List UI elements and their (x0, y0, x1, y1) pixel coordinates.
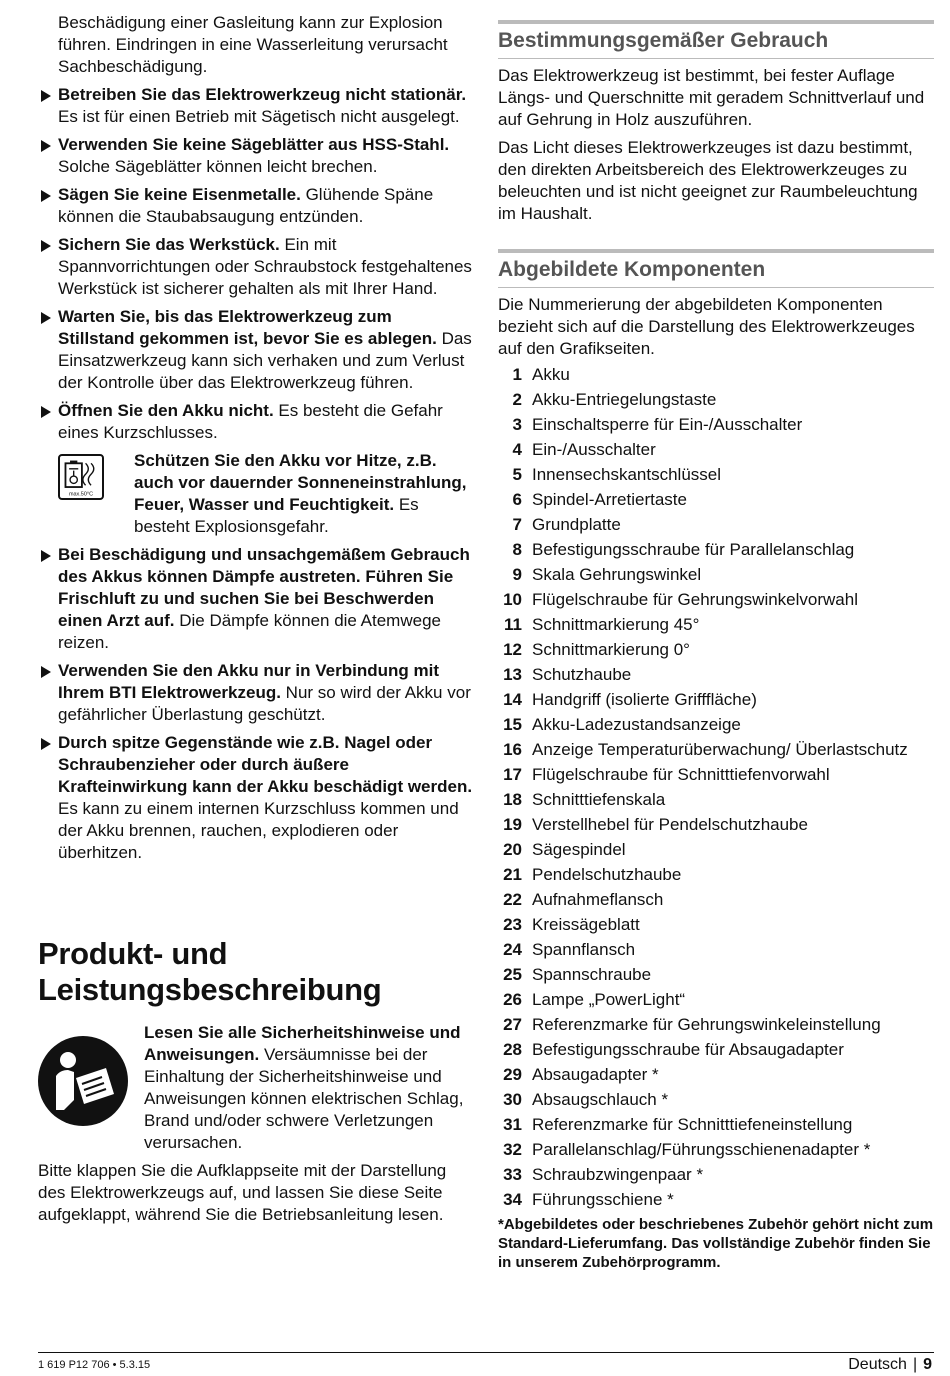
safety-item-text: Es besteht die Gefahr eines Kurzschlusses. (58, 401, 443, 442)
component-number: 19 (503, 815, 522, 834)
component-number: 18 (503, 790, 522, 809)
component-item (498, 689, 934, 711)
safety-item-text: Die Dämpfe können die Atemwege reizen. (58, 611, 441, 652)
safety-item-text: Nur so wird der Akku vor gefährlicher Überlastung geschützt. (58, 683, 471, 724)
read-manual-icon (38, 1036, 128, 1126)
component-item (498, 364, 934, 386)
component-number: 20 (503, 840, 522, 859)
fold-text: Bitte klappen Sie die Aufklappseite mit der Darstellung des Elektrowerkzeugs auf, und lassen Sie diese Seite aufgeklappt, während Sie die Betriebsanleitung lesen. (38, 1161, 447, 1224)
component-number: 17 (503, 765, 522, 784)
bullet-triangle-icon (41, 312, 51, 324)
component-label: Absaugadapter * (532, 1065, 659, 1084)
safety-item-text: Das Einsatzwerkzeug kann sich verhaken und zum Verlust der Kontrolle über das Elektrowerkzeug führen. (58, 329, 472, 392)
component-number: 21 (503, 865, 522, 884)
component-label: Führungsschiene * (532, 1190, 674, 1209)
bullet-triangle-icon (41, 666, 51, 678)
component-label: Anzeige Temperaturüberwachung/ Überlastschutz (532, 740, 908, 759)
battery-safety-list (38, 544, 473, 864)
safety-item (38, 544, 473, 654)
section-divider (498, 287, 934, 288)
section-components-title: Abgebildete Komponenten (498, 249, 934, 283)
left-column (38, 12, 473, 1226)
component-label: Spindel-Arretiertaste (532, 490, 687, 509)
component-label: Skala Gehrungswinkel (532, 565, 702, 584)
component-item (498, 1189, 934, 1211)
component-label: Schnittmarkierung 45° (532, 615, 700, 634)
component-item (498, 764, 934, 786)
bullet-triangle-icon (41, 738, 51, 750)
bullet-triangle-icon (41, 140, 51, 152)
component-number: 34 (503, 1190, 522, 1209)
footer-language: Deutsch (848, 1356, 907, 1373)
component-label: Sägespindel (532, 840, 626, 859)
bullet-triangle-icon (41, 90, 51, 102)
component-label: Parallelanschlag/Führungsschienenadapter * (532, 1140, 871, 1159)
safety-list (38, 84, 473, 444)
bullet-triangle-icon (41, 240, 51, 252)
components-list (498, 364, 934, 1211)
component-number: 16 (503, 740, 522, 759)
component-number: 23 (503, 915, 522, 934)
component-number: 30 (503, 1090, 522, 1109)
safety-item-bold: Bei Beschädigung und unsachgemäßem Gebrauch des Akkus können Dämpfe austreten. Führen Sie Frischluft zu und suchen Sie bei Beschwerden einen Arzt auf. (58, 545, 470, 630)
component-item (498, 1139, 934, 1161)
component-label: Spannschraube (532, 965, 652, 984)
safety-item-bold: Sichern Sie das Werkstück. (58, 235, 280, 254)
component-label: Schnittmarkierung 0° (532, 640, 690, 659)
component-label: Einschaltsperre für Ein-/Ausschalter (532, 415, 803, 434)
safety-item (38, 134, 473, 178)
component-item (498, 1014, 934, 1036)
component-label: Befestigungsschraube für Parallelanschlag (532, 540, 855, 559)
component-item (498, 589, 934, 611)
component-number: 7 (512, 515, 522, 534)
component-number: 1 (512, 365, 522, 384)
component-number: 25 (503, 965, 522, 984)
component-item (498, 739, 934, 761)
component-label: Ein-/Ausschalter (532, 440, 656, 459)
section-divider (498, 58, 934, 59)
component-label: Schutzhaube (532, 665, 632, 684)
component-item (498, 939, 934, 961)
component-item (498, 439, 934, 461)
component-number: 12 (503, 640, 522, 659)
component-number: 4 (512, 440, 522, 459)
component-item (498, 1064, 934, 1086)
component-item (498, 1039, 934, 1061)
component-item (498, 564, 934, 586)
component-number: 14 (503, 690, 522, 709)
component-number: 32 (503, 1140, 522, 1159)
safety-item-bold: Öffnen Sie den Akku nicht. (58, 401, 274, 420)
component-label: Flügelschraube für Schnitttiefenvorwahl (532, 765, 830, 784)
safety-item-bold: Betreiben Sie das Elektrowerkzeug nicht stationär. (58, 85, 467, 104)
component-item (498, 1114, 934, 1136)
component-number: 28 (503, 1040, 522, 1059)
page-number: 9 (923, 1356, 932, 1373)
component-item (498, 914, 934, 936)
component-label: Akku-Ladezustandsanzeige (532, 715, 741, 734)
component-label: Grundplatte (532, 515, 621, 534)
component-number: 6 (512, 490, 522, 509)
intended-use-paragraph-2: Das Licht dieses Elektrowerkzeuges ist dazu bestimmt, den direkten Arbeitsbereich des Elektrowerkzeuges zu beleuchten und ist nicht geeignet zur Raumbeleuchtung im Haushalt. (498, 138, 918, 223)
component-item (498, 539, 934, 561)
component-number: 2 (512, 390, 522, 409)
component-label: Aufnahmeflansch (532, 890, 664, 909)
component-number: 33 (503, 1165, 522, 1184)
right-column (498, 20, 934, 1272)
intro-text: Beschädigung einer Gasleitung kann zur Explosion führen. Eindringen in eine Wasserleitung verursacht Sachbeschädigung. (58, 13, 448, 76)
safety-item-text: Glühende Späne können die Staubabsaugung entzünden. (58, 185, 434, 226)
safety-item (38, 234, 473, 300)
component-item (498, 814, 934, 836)
component-item (498, 964, 934, 986)
component-item (498, 614, 934, 636)
component-number: 31 (503, 1115, 522, 1134)
component-label: Pendelschutzhaube (532, 865, 682, 884)
component-label: Referenzmarke für Gehrungswinkeleinstellung (532, 1015, 881, 1034)
component-item (498, 414, 934, 436)
component-label: Flügelschraube für Gehrungswinkelvorwahl (532, 590, 858, 609)
accessory-footnote: *Abgebildetes oder beschriebenes Zubehör gehört nicht zum Standard-Lieferumfang. Das vollständige Zubehör finden Sie in unserem Zubehörprogramm. (498, 1216, 934, 1271)
safety-item-text: Es kann zu einem internen Kurzschluss kommen und der Akku brennen, rauchen, explodieren oder überhitzen. (58, 799, 459, 862)
component-number: 10 (503, 590, 522, 609)
component-item (498, 514, 934, 536)
component-number: 24 (503, 940, 522, 959)
component-label: Lampe „PowerLight“ (532, 990, 686, 1009)
component-label: Befestigungsschraube für Absaugadapter (532, 1040, 844, 1059)
component-number: 3 (512, 415, 522, 434)
component-item (498, 1089, 934, 1111)
component-number: 22 (503, 890, 522, 909)
bullet-triangle-icon (41, 406, 51, 418)
component-number: 8 (512, 540, 522, 559)
safety-item (38, 732, 473, 864)
components-intro: Die Nummerierung der abgebildeten Komponenten bezieht sich auf die Darstellung des Elektrowerkzeuges auf den Grafikseiten. (498, 295, 915, 358)
component-label: Innensechskantschlüssel (532, 465, 722, 484)
component-item (498, 1164, 934, 1186)
footer-divider (38, 1352, 934, 1353)
safety-item-text: Es ist für einen Betrieb mit Sägetisch nicht ausgelegt. (58, 107, 460, 126)
component-number: 11 (504, 615, 522, 634)
footer-doc-id: 1 619 P12 706 • 5.3.15 (38, 1359, 151, 1371)
component-number: 26 (503, 990, 522, 1009)
component-item (498, 489, 934, 511)
safety-item-text: Solche Sägeblätter können leicht brechen. (58, 157, 378, 176)
component-item (498, 389, 934, 411)
component-label: Handgriff (isolierte Grifffläche) (532, 690, 757, 709)
component-label: Absaugschlauch * (532, 1090, 669, 1109)
component-label: Verstellhebel für Pendelschutzhaube (532, 815, 808, 834)
safety-item (38, 660, 473, 726)
read-notice-text: Lesen Sie alle Sicherheitshinweise und Anweisungen. Versäumnisse bei der Einhaltung der Sicherheitshinweise und Anweisungen können elektrischen Schlag, Brand und/oder schwere Verletzungen verursachen. (144, 1023, 464, 1152)
intended-use-paragraph-1: Das Elektrowerkzeug ist bestimmt, bei fester Auflage Längs- und Querschnitte mit geradem Schnittverlauf und auf Gehrung in Holz auszuführen. (498, 66, 925, 129)
component-item (498, 989, 934, 1011)
safety-item-bold: Sägen Sie keine Eisenmetalle. (58, 185, 301, 204)
read-notice (38, 1022, 473, 1154)
safety-item-bold: Verwenden Sie den Akku nur in Verbindung mit Ihrem BTI Elektrowerkzeug. (58, 661, 439, 702)
safety-item-bold: Verwenden Sie keine Sägeblätter aus HSS-Stahl. (58, 135, 450, 154)
component-label: Spannflansch (532, 940, 636, 959)
footer-separator: | (912, 1356, 918, 1373)
component-label: Schraubzwingenpaar * (532, 1165, 704, 1184)
component-item (498, 714, 934, 736)
component-item (498, 789, 934, 811)
component-label: Kreissägeblatt (532, 915, 640, 934)
footer-page-info (848, 1355, 932, 1375)
component-number: 15 (503, 715, 522, 734)
safety-item-bold: Durch spitze Gegenstände wie z.B. Nagel oder Schraubenzieher oder durch äußere Krafteinwirkung kann der Akku beschädigt werden. (58, 733, 473, 796)
component-item (498, 864, 934, 886)
safety-item (38, 306, 473, 394)
battery-heat-icon (58, 454, 104, 500)
section-intended-use-title: Bestimmungsgemäßer Gebrauch (498, 20, 934, 54)
component-label: Akku-Entriegelungstaste (532, 390, 717, 409)
component-item (498, 664, 934, 686)
safety-item-bold: Warten Sie, bis das Elektrowerkzeug zum Stillstand gekommen ist, bevor Sie es ablegen. (58, 307, 437, 348)
component-item (498, 889, 934, 911)
heat-icon-label: max.50°C (68, 491, 94, 498)
component-number: 27 (503, 1015, 522, 1034)
safety-item (38, 84, 473, 128)
component-number: 9 (512, 565, 522, 584)
component-item (498, 464, 934, 486)
safety-item (38, 184, 473, 228)
heat-warning (58, 450, 473, 538)
component-item (498, 639, 934, 661)
component-number: 29 (503, 1065, 522, 1084)
component-number: 13 (503, 665, 522, 684)
heat-warning-text: Schützen Sie den Akku vor Hitze, z.B. auch vor dauernder Sonneneinstrahlung, Feuer, Wasser und Feuchtigkeit. Es besteht Explosionsgefahr. (134, 451, 467, 536)
safety-item (38, 400, 473, 444)
component-number: 5 (512, 465, 522, 484)
component-label: Referenzmarke für Schnitttiefeneinstellung (532, 1115, 853, 1134)
product-heading: Produkt- und Leistungsbeschreibung (38, 936, 382, 1007)
safety-item-text: Ein mit Spannvorrichtungen oder Schraubstock festgehaltenes Werkstück ist sicherer gehalten als mit Ihrer Hand. (58, 235, 472, 298)
component-label: Schnitttiefenskala (532, 790, 666, 809)
bullet-triangle-icon (41, 550, 51, 562)
bullet-triangle-icon (41, 190, 51, 202)
component-item (498, 839, 934, 861)
component-label: Akku (532, 365, 570, 384)
